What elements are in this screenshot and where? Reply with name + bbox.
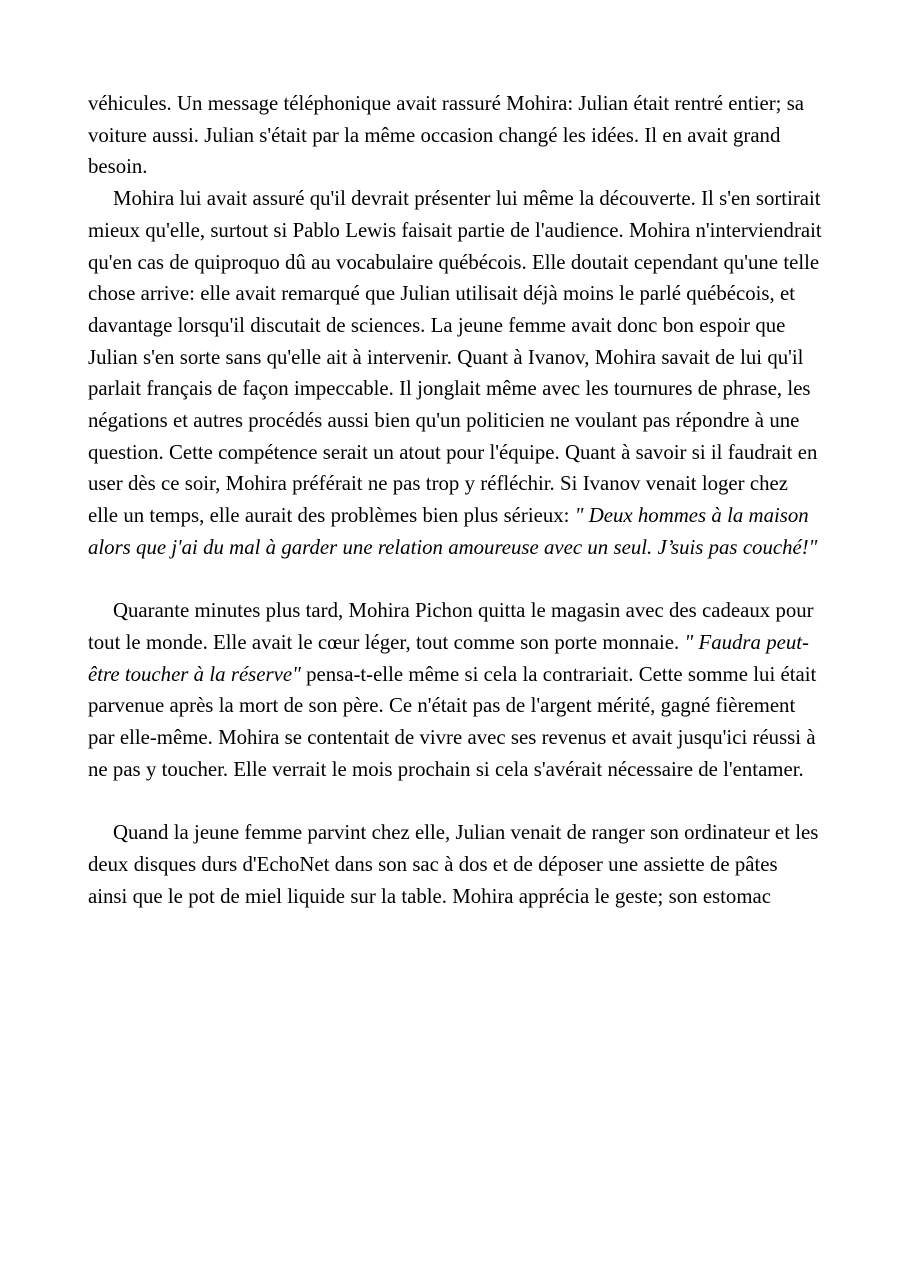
paragraph [88,183,822,563]
paragraph [88,817,822,912]
text-run: Quand la jeune femme parvint chez elle, Julian venait de ranger son ordinateur et les deux disques durs d'EchoNet dans son sac à dos et de déposer une assiette de pâtes ainsi que le pot de miel liquide sur la table. Mohira apprécia le geste; son estomac [88,821,819,908]
text-run: Quarante minutes plus tard, Mohira Pichon quitta le magasin avec des cadeaux pour tout le monde. Elle avait le cœur léger, tout comme son porte monnaie. [88,599,814,654]
text-run: véhicules. Un message téléphonique avait rassuré Mohira: Julian était rentré entier; sa voiture aussi. Julian s'était par la même occasion changé les idées. Il en avait grand besoin. [88,92,805,179]
italic-quote: " Deux hommes à la maison alors que j'ai du mal à garder une relation amoureuse avec un seul. J’suis pas couché!" [88,504,818,559]
paragraph [88,595,822,785]
italic-quote: " Faudra peut-être toucher à la réserve" [88,630,809,686]
text-run: Mohira lui avait assuré qu'il devrait présenter lui même la découverte. Il s'en sortirait mieux qu'elle, surtout si Pablo Lewis faisait partie de l'audience. Mohira n'interviendrait qu'en cas de quiproquo dû au vocabulaire québécois. Elle doutait cependant qu'une telle chose arrive: elle avait remarqué que Julian utilisait déjà moins le parlé québécois, et davantage lorsqu'il discutait de sciences. La jeune femme avait donc bon espoir que Julian s'en sorte sans qu'elle ait à intervenir. Quant à Ivanov, Mohira savait de lui qu'il parlait français de façon impeccable. Il jonglait même avec les tournures de phrase, les négations et autres procédés aussi bien qu'un politicien ne voulant pas répondre à une question. Cette compétence serait un atout pour l'équipe. Quant à savoir si il faudrait en user dès ce soir, Mohira préférait ne pas trop y réfléchir. Si Ivanov venait loger chez elle un temps, elle aurait des problèmes bien plus sérieux: [88,187,822,528]
body-text-column [88,88,822,912]
paragraph [88,88,822,183]
text-run: pensa-t-elle même si cela la contrariait. Cette somme lui était parvenue après la mort de son père. Ce n'était pas de l'argent mérité, gagné fièrement par elle-même. Mohira se contentait de vivre avec ses revenus et avait jusqu'ici réussi à ne pas y toucher. Elle verrait le mois prochain si cela s'avérait nécessaire de l'entamer. [88,662,817,781]
